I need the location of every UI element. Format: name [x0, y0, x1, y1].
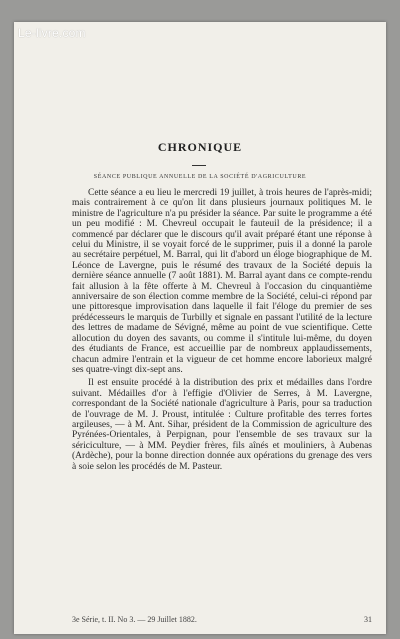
page-number: 31 [364, 615, 372, 624]
page-title: CHRONIQUE [157, 140, 243, 154]
article-body [72, 188, 372, 475]
section-heading: SÉANCE PUBLIQUE ANNUELLE DE LA SOCIÉTÉ D'AGRICULTURE [93, 174, 307, 180]
watermark: Le-livre.com [18, 26, 86, 40]
title-divider [192, 165, 206, 166]
paragraph: Il est ensuite procédé à la distribution des prix et médailles dans l'ordre suivant. Médailles d'or à l'effigie d'Olivier de Serres, à M. Lavergne, correspondant de la Société nationale d'agriculture à Paris, pour sa traduction de l'ouvrage de M. J. Proust, intitulée : Culture profitable des terres fortes argileuses, — à M. Ant. Sihar, président de la Commission de agriculture des Pyrénées-Orientales, à Perpignan, pour l'ensemble de ses travaux sur la sériciculture, — à MM. Peydier frères, fils aînés et mouliniers, à Aubenas (Ardèche), pour la bonne direction donnée aux opérations du grenage des vers à soie selon les procédés de M. Pasteur. [72, 378, 372, 472]
document-page [14, 22, 386, 634]
footer-citation: 3e Série, t. II. No 3. — 29 Juillet 1882. [72, 615, 197, 624]
page-footer [72, 615, 372, 624]
paragraph: Cette séance a eu lieu le mercredi 19 juillet, à trois heures de l'après-midi; mais contrairement à ce qu'on lit dans plusieurs journaux politiques M. le ministre de l'agriculture n'a pu présider la séance. Par suite le programme a été un peu modifié : M. Chevreul occupait le fauteuil de la présidence; il a commencé par déclarer que le discours qu'il avait préparé étant une réponse à celui du Ministre, il se voyait forcé de le supprimer, puis il a donné la parole au secrétaire perpétuel, M. Barral, qui lit d'abord un éloge biographique de M. Léonce de Lavergne, puis le résumé des travaux de la Société depuis la dernière séance annuelle (7 août 1881). M. Barral ayant dans ce compte-rendu fait allusion à la fête offerte à M. Chevreul à l'occasion du cinquantième anniversaire de son élection comme membre de la Société, celui-ci répond par une pittoresque improvisation dans laquelle il fait l'éloge du premier de ses prédécesseurs le marquis de Turbilly et signale en passant l'utilité de la lecture des lettres de madame de Sévigné, même au point de vue scientifique. Cette allocution du doyen des savants, ou comme il s'intitule lui-même, du doyen des étudiants de France, est accueillie par de nombreux applaudissements, chacun admire l'entrain et la vigueur de cet homme encore laborieux malgré ses quatre-vingt dix-sept ans. [72, 188, 372, 375]
